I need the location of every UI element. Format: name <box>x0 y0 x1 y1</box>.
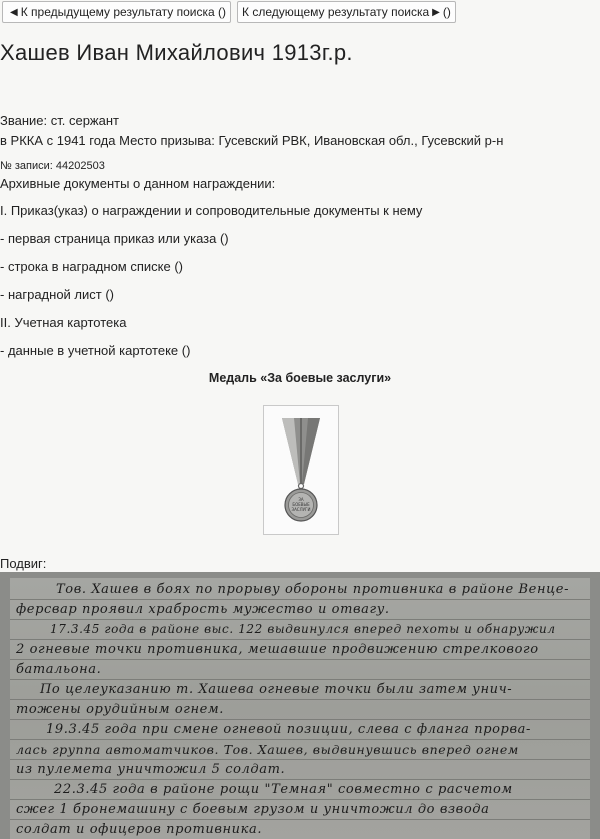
feat-line: 2 огневые точки противника, мешавшие продвижению стрелкового <box>16 642 539 657</box>
feat-label: Подвиг: <box>0 556 47 571</box>
feat-document-scan <box>0 572 600 839</box>
section-order: I. Приказ(указ) о награждении и сопроводительные документы к нему <box>0 203 423 218</box>
order-first-page-link[interactable]: - первая страница приказ или указа () <box>0 231 229 246</box>
result-navigation <box>2 1 456 23</box>
archive-heading: Архивные документы о данном награждении: <box>0 176 276 191</box>
award-sheet-link[interactable]: - наградной лист () <box>0 287 114 302</box>
feat-line: солдат и офицеров противника. <box>16 822 263 837</box>
feat-line: батальона. <box>16 662 102 677</box>
medal-image <box>264 406 338 534</box>
award-list-line-link[interactable]: - строка в наградном списке () <box>0 259 183 274</box>
feat-line: сжег 1 бронемашину с боевым грузом и уничтожил до взвода <box>16 802 490 817</box>
feat-line: тожены орудийным огнем. <box>16 702 225 717</box>
card-index-link[interactable]: - данные в учетной картотеке () <box>0 343 191 358</box>
feat-line: 19.3.45 года при смене огневой позиции, слева с фланга прорва- <box>46 722 531 737</box>
feat-line: из пулемета уничтожил 5 солдат. <box>16 762 286 777</box>
next-result-suffix: () <box>442 5 451 19</box>
feat-line: 17.3.45 года в районе выс. 122 выдвинулся вперед пехоты и обнаружил <box>50 622 556 636</box>
service-text: в РККА с 1941 года Место призыва: Гусевский РВК, Ивановская обл., Гусевский р-н <box>0 133 504 148</box>
award-name: Медаль «За боевые заслуги» <box>208 371 392 385</box>
feat-line: По целеуказанию т. Хашева огневые точки были затем унич- <box>40 682 513 697</box>
prev-result-label: К предыдущему результату поиска () <box>20 5 226 19</box>
medal-text-3: ЗАСЛУГИ <box>291 507 311 512</box>
prev-result-button[interactable] <box>2 1 231 23</box>
section-card-index: II. Учетная картотека <box>0 315 127 330</box>
chevron-right-icon: ▶ <box>432 6 440 18</box>
rank-text: Звание: ст. сержант <box>0 113 119 128</box>
feat-line: 22.3.45 года в районе рощи "Темная" совместно с расчетом <box>54 782 513 797</box>
chevron-left-icon: ◀ <box>10 6 18 18</box>
medal-image-frame[interactable] <box>263 405 339 535</box>
medal-text-1: ЗА <box>298 497 304 502</box>
next-result-button[interactable] <box>237 1 456 23</box>
feat-line: лась группа автоматчиков. Тов. Хашев, выдвинувшись вперед огнем <box>16 742 519 757</box>
feat-document-page <box>10 578 590 839</box>
person-title: Хашев Иван Михайлович 1913г.р. <box>0 40 353 65</box>
medal-text-2: БОЕВЫЕ <box>292 502 310 507</box>
feat-line: Тов. Хашев в боях по прорыву обороны противника в районе Венце- <box>56 582 570 597</box>
record-number: № записи: 44202503 <box>0 160 105 172</box>
next-result-label: К следующему результату поиска <box>242 5 430 19</box>
feat-line: ферсвар проявил храбрость мужество и отвагу. <box>16 602 390 617</box>
